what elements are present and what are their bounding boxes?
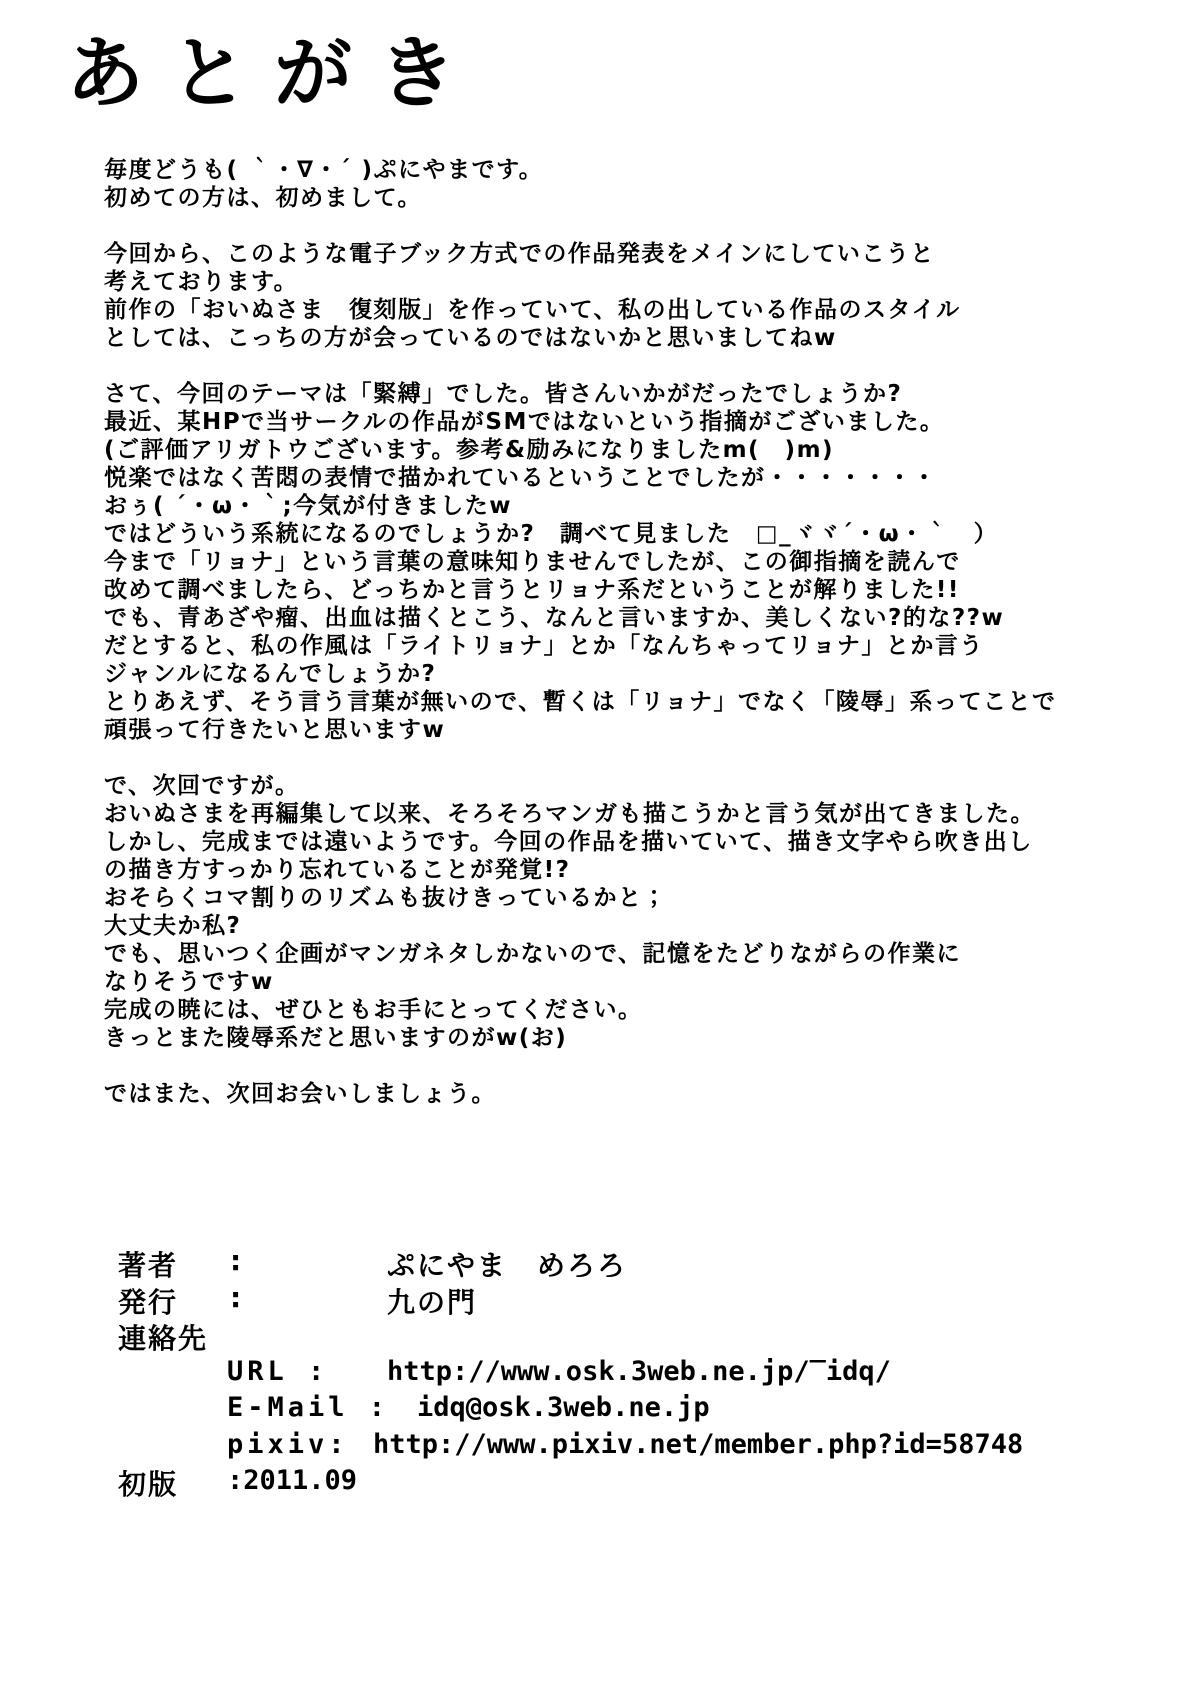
email-row [0, 1390, 1200, 1427]
email-value: idq@osk.3web.ne.jp [417, 1392, 710, 1423]
author-label: 著者 [118, 1249, 179, 1282]
author-value: ぷにやま めろろ [387, 1249, 628, 1282]
afterword-text [104, 156, 1124, 1108]
url-row [0, 1354, 1200, 1391]
afterword-line: としては、こっちの方が会っているのではないかと思いましてねw [104, 325, 837, 351]
author-row [0, 1244, 1200, 1281]
afterword-line: 最近、某HPで当サークルの作品がSMではないという指摘がございました。 [104, 409, 945, 435]
afterword-line: 大丈夫か私? [104, 913, 242, 939]
afterword-line: でも、青あざや瘤、出血は描くとこう、なんと言いますか、美しくない?的な??w [104, 605, 1005, 631]
publisher-colon: : [230, 1280, 244, 1314]
afterword-line: 前作の「おいぬさま 復刻版」を作っていて、私の出している作品のスタイル [104, 297, 961, 323]
pixiv-label: pixiv: [227, 1428, 349, 1460]
author-colon: : [230, 1244, 244, 1277]
afterword-line: で、次回ですが。 [104, 773, 300, 799]
publisher-value: 九の門 [387, 1285, 478, 1319]
contact-label: 連絡先 [118, 1322, 209, 1355]
afterword-line: ではまた、次回お会いしましょう。 [104, 1081, 496, 1107]
afterword-line: 毎度どうも( ｀・∇・´ )ぷにやまです。 [104, 157, 544, 183]
edition-label: 初版 [118, 1468, 179, 1501]
colophon [0, 1244, 1200, 1500]
afterword-line: 今まで「リョナ」という言葉の意味知りませんでしたが、この御指摘を読んで [104, 549, 961, 575]
afterword-line: 今回から、このような電子ブック方式での作品発表をメインにしていこうと [104, 241, 935, 267]
afterword-line: きっとまた陵辱系だと思いますのがw(お) [104, 1025, 568, 1051]
afterword-line [104, 212, 1124, 240]
pixiv-value: http://www.pixiv.net/member.php?id=58748 [373, 1428, 1024, 1460]
afterword-line: 完成の暁には、ぜひともお手にとってください。 [104, 997, 643, 1023]
afterword-line: さて、今回のテーマは「緊縛」でした。皆さんいかがだったでしょうか? [104, 381, 903, 407]
afterword-line [104, 352, 1124, 380]
afterword-line: 改めて調べましたら、どっちかと言うとリョナ系だということが解りました!! [104, 577, 960, 603]
page-title: あとがき [66, 29, 483, 119]
afterword-line: おぅ( ´・ω・｀;今気が付きましたw [104, 493, 512, 519]
edition-value: :2011.09 [227, 1465, 358, 1496]
url-value: http://www.osk.3web.ne.jp/‾idq/ [387, 1355, 891, 1387]
afterword-line: でも、思いつく企画がマンガネタしかないので、記憶をたどりながらの作業に [104, 941, 962, 967]
afterword-line [104, 744, 1124, 772]
pixiv-row [0, 1427, 1200, 1464]
afterword-line [104, 1052, 1124, 1080]
edition-row [0, 1463, 1200, 1500]
publisher-label: 発行 [118, 1285, 179, 1319]
afterword-line: しかし、完成までは遠いようです。今回の作品を描いていて、描き文字やら吹き出し [104, 829, 1033, 855]
afterword-line: 頑張って行きたいと思いますw [104, 717, 446, 743]
afterword-line: だとすると、私の作風は「ライトリョナ」とか「なんちゃってリョナ」とか言う [104, 633, 984, 659]
afterword-line: とりあえず、そう言う言葉が無いので、暫くは「リョナ」でなく「陵辱」系ってことで [104, 689, 1057, 715]
email-label: E-Mail : [227, 1392, 390, 1423]
afterword-line: ジャンルになるんでしょうか? [104, 661, 437, 687]
afterword-line: (ご評価アリガトウございます。参考&励みになりましたm( )m) [104, 437, 835, 463]
afterword-line: 悦楽ではなく苦悶の表情で描かれているということでしたが・・・・・・・ [104, 465, 937, 491]
afterword-line: の描き方すっかり忘れていることが発覚!? [104, 857, 571, 883]
afterword-line: ではどういう系統になるのでしょうか? 調べて見ました □_ヾヾ´・ω・｀ ） [104, 521, 999, 547]
afterword-line: おいぬさまを再編集して以来、そろそろマンガも描こうかと言う気が出てきました。 [104, 801, 1035, 827]
afterword-line: なりそうですw [104, 969, 274, 995]
contact-row [0, 1317, 1200, 1354]
afterword-line: おそらくコマ割りのリズムも抜けきっているかと； [104, 885, 668, 911]
url-label: URL : [227, 1355, 329, 1387]
publisher-row [0, 1281, 1200, 1318]
afterword-line: 考えております。 [104, 269, 299, 295]
afterword-line: 初めての方は、初めまして。 [104, 185, 423, 211]
